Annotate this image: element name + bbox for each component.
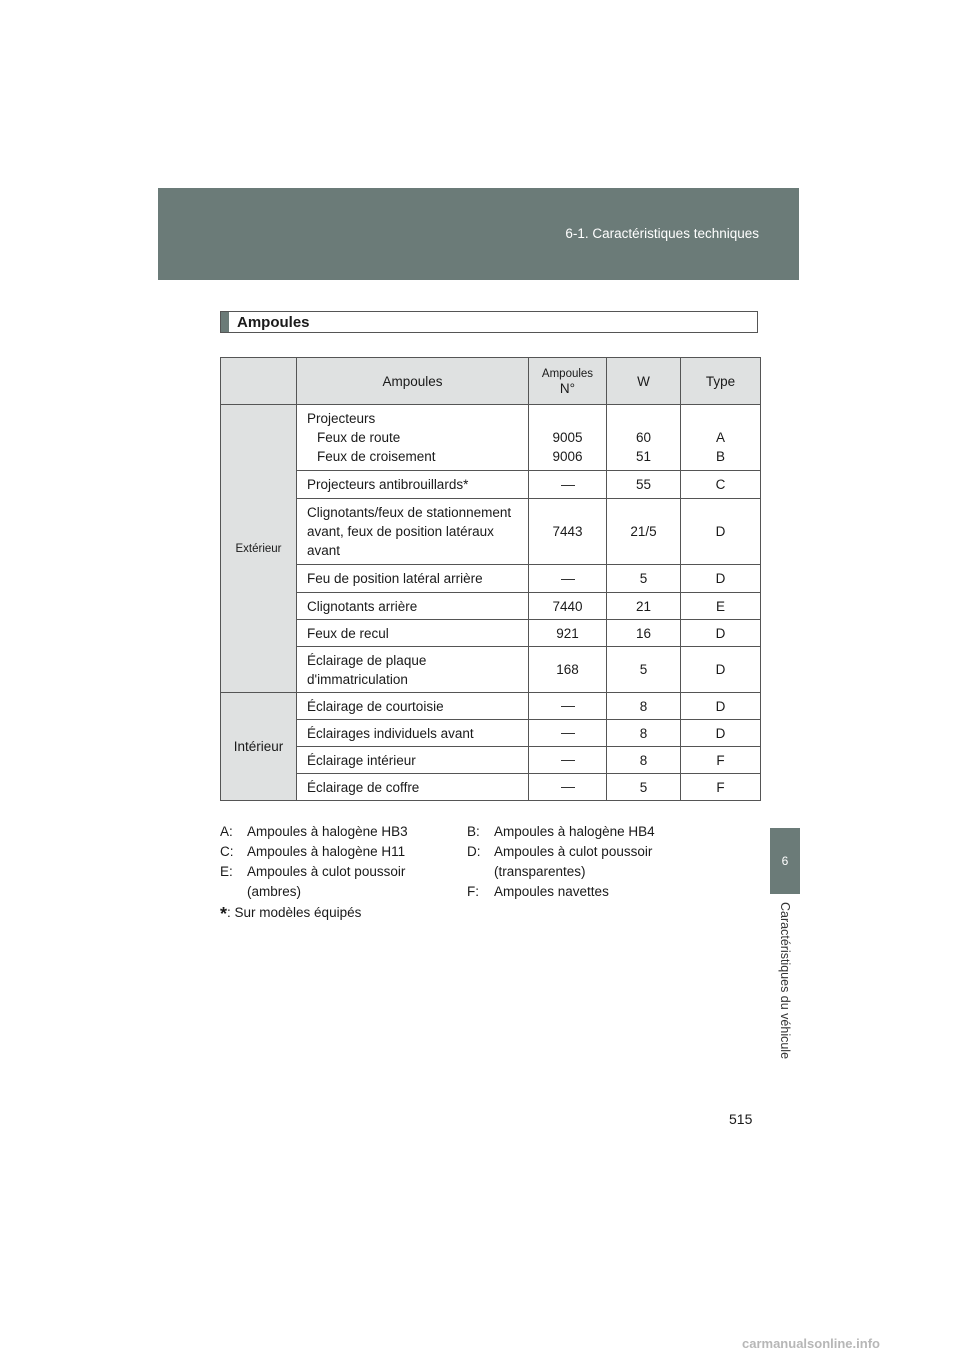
- bulb-number-dash: [529, 693, 607, 720]
- bulb-type: F: [681, 747, 761, 774]
- bulb-number-low: 9006: [552, 449, 583, 464]
- bulb-number: 7440: [529, 593, 607, 620]
- bulb-name: Feu de position latéral arrière: [297, 565, 529, 593]
- bulb-watt: 16: [607, 620, 681, 647]
- bulb-name: Éclairage de courtoisie: [297, 693, 529, 720]
- bulb-name: Éclairage de coffre: [297, 774, 529, 801]
- table-row: [221, 620, 761, 647]
- bulbs-table: [220, 357, 761, 801]
- bulb-number-dash: [529, 471, 607, 499]
- section-heading: [220, 311, 758, 333]
- table-row: [221, 747, 761, 774]
- bulb-type: [681, 405, 761, 471]
- legend-item: [220, 862, 435, 902]
- header-type: Type: [681, 358, 761, 405]
- legend-text: Ampoules à halogène H11: [247, 844, 406, 859]
- legend-key: C:: [220, 844, 234, 859]
- table-row: [221, 720, 761, 747]
- bulb-number: 921: [529, 620, 607, 647]
- bulb-number-dash: [529, 774, 607, 801]
- table-row: [221, 593, 761, 620]
- bulb-name: [297, 647, 529, 693]
- category-exterior: Extérieur: [221, 405, 297, 693]
- header-bulb: Ampoules: [297, 358, 529, 405]
- header-bulb-number-line1: Ampoules: [541, 367, 594, 380]
- bulb-type-low: B: [715, 449, 725, 464]
- bulb-type: D: [681, 565, 761, 593]
- bulb-type: D: [681, 620, 761, 647]
- bulb-name-high-beam: Feux de route: [317, 430, 401, 445]
- header-watt: W: [607, 358, 681, 405]
- bulb-name: Feux de recul: [297, 620, 529, 647]
- dash-mark: [561, 485, 575, 486]
- section-title: 6-1. Caractéristiques techniques: [565, 226, 759, 241]
- bulb-name-low-beam: Feux de croisement: [317, 449, 436, 464]
- bulb-number: 168: [529, 647, 607, 693]
- dash-mark: [561, 706, 575, 707]
- chapter-tab: 6: [770, 828, 800, 894]
- bulb-watt: 5: [607, 565, 681, 593]
- bulb-number-high: 9005: [552, 430, 583, 445]
- chapter-label: Caractéristiques du véhicule: [778, 902, 792, 1060]
- table-row: [221, 647, 761, 693]
- bulb-number-dash: [529, 565, 607, 593]
- page-number: 515: [729, 1111, 753, 1127]
- bulb-number-dash: [529, 720, 607, 747]
- bulb-type: D: [681, 720, 761, 747]
- bulb-type: D: [681, 693, 761, 720]
- header-band: [158, 188, 799, 280]
- dash-mark: [561, 733, 575, 734]
- footnote-symbol: *: [220, 904, 228, 924]
- bulb-name: Éclairage intérieur: [297, 747, 529, 774]
- legend-left-column: [220, 822, 460, 902]
- legend-text: Ampoules à halogène HB3: [247, 824, 408, 839]
- legend-item: [220, 822, 460, 842]
- bulb-name: Projecteurs antibrouillards*: [297, 471, 529, 499]
- legend-item: [467, 882, 707, 902]
- header-bulb-number: [529, 358, 607, 405]
- legend-text: Ampoules navettes: [494, 884, 609, 899]
- bulb-watt: 8: [607, 720, 681, 747]
- bulb-watt: 5: [607, 774, 681, 801]
- table-row: [221, 774, 761, 801]
- legend-item: [220, 842, 460, 862]
- bulb-name: Clignotants arrière: [297, 593, 529, 620]
- footnote-text: : Sur modèles équipés: [227, 905, 362, 920]
- bulb-name-line2: d'immatriculation: [307, 671, 408, 687]
- table-row: [221, 693, 761, 720]
- category-interior: Intérieur: [221, 693, 297, 801]
- legend-key: A:: [220, 824, 233, 839]
- bulb-type: C: [681, 471, 761, 499]
- bulb-number: [529, 405, 607, 471]
- bulb-number-dash: [529, 747, 607, 774]
- dash-mark: [561, 579, 575, 580]
- legend-right-column: [467, 822, 707, 902]
- header-bulb-number-line2: N°: [559, 380, 576, 396]
- legend-key: D:: [467, 844, 481, 859]
- header-empty: [221, 358, 297, 405]
- bulb-watt: 55: [607, 471, 681, 499]
- bulb-name-headlights: Projecteurs: [307, 411, 376, 426]
- bulb-type: D: [681, 499, 761, 565]
- legend-text: Ampoules à culot poussoir (ambres): [247, 864, 406, 899]
- bulb-watt: 21: [607, 593, 681, 620]
- bulb-name-line1: Éclairage de plaque: [307, 652, 427, 668]
- table-row: [221, 405, 761, 471]
- bulb-name: Éclairages individuels avant: [297, 720, 529, 747]
- legend-item: [467, 822, 707, 842]
- bulb-name: Clignotants/feux de stationnement avant, feux de position latéraux avant: [297, 499, 529, 565]
- bulb-watt: 21/5: [607, 499, 681, 565]
- bulb-watt: 8: [607, 693, 681, 720]
- watermark: carmanualsonline.info: [742, 1336, 880, 1351]
- legend-item: [467, 842, 682, 882]
- heading-bar: [221, 312, 229, 332]
- bulb-type: E: [681, 593, 761, 620]
- table-row: [221, 499, 761, 565]
- bulb-watt: [607, 405, 681, 471]
- table-header-row: [221, 358, 761, 405]
- legend-key: E:: [220, 864, 233, 879]
- bulb-watt-low: 51: [635, 449, 652, 464]
- legend-key: B:: [467, 824, 480, 839]
- bulb-watt: 5: [607, 647, 681, 693]
- bulb-watt-high: 60: [635, 430, 652, 445]
- bulb-type-high: A: [715, 430, 725, 445]
- dash-mark: [561, 787, 575, 788]
- table-row: [221, 471, 761, 499]
- legend-text: Ampoules à halogène HB4: [494, 824, 655, 839]
- bulb-number: 7443: [529, 499, 607, 565]
- legend-text: Ampoules à culot poussoir (transparentes): [494, 844, 653, 879]
- table-row: [221, 565, 761, 593]
- footnote: [220, 904, 361, 925]
- bulb-name: [297, 405, 529, 471]
- bulb-type: D: [681, 647, 761, 693]
- bulb-type: F: [681, 774, 761, 801]
- legend-key: F:: [467, 884, 479, 899]
- heading-text: Ampoules: [237, 313, 310, 331]
- dash-mark: [561, 760, 575, 761]
- bulb-watt: 8: [607, 747, 681, 774]
